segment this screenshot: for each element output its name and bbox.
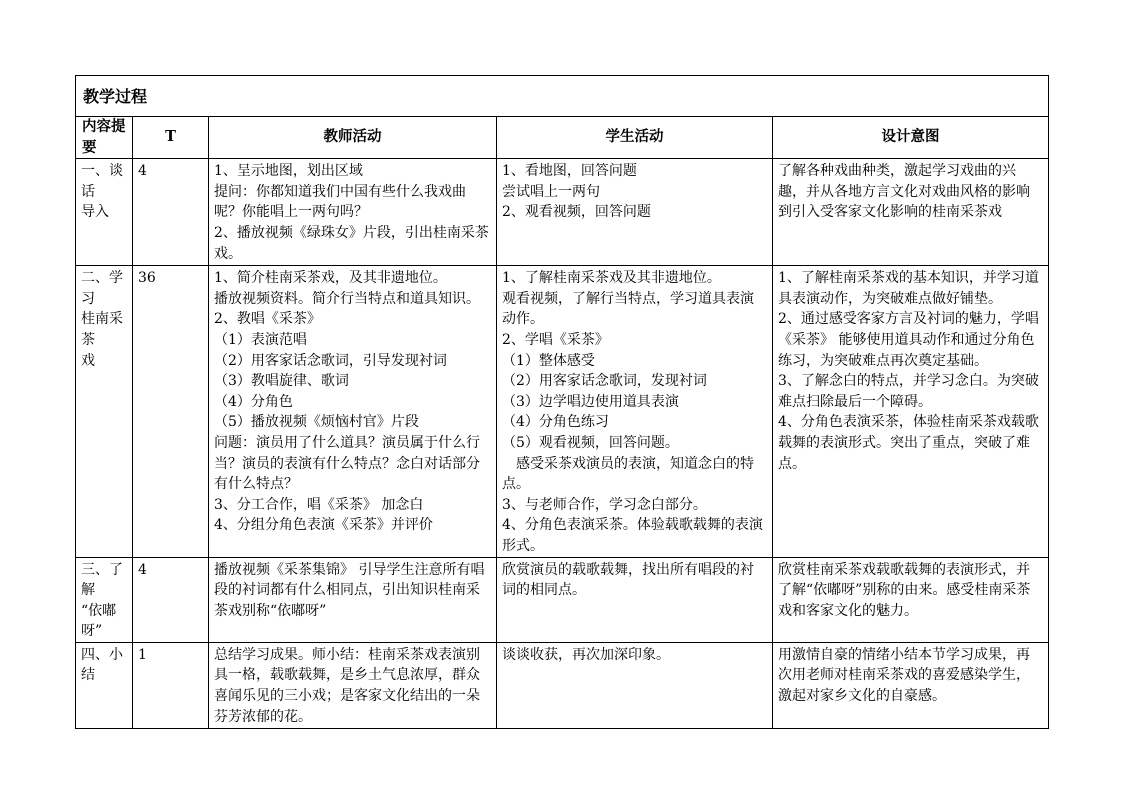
- table-header-row: [76, 117, 1049, 159]
- intent-line: 用激情自豪的情绪小结本节学习成果，再次用老师对桂南采茶戏的喜爱感染学生，激起对家乡文化的自豪感。: [778, 646, 1030, 705]
- cell-teacher-activity: [209, 266, 497, 557]
- cell-time: 1: [133, 642, 209, 728]
- content-line: 戏: [81, 352, 95, 369]
- content-line: 呀”: [81, 623, 103, 640]
- teacher-line: （1）表演范唱: [214, 331, 307, 348]
- content-line: “依嘟: [81, 602, 117, 619]
- cell-student-activity: [497, 557, 773, 642]
- teacher-line: 2、教唱《采茶》: [214, 311, 321, 328]
- intent-line: 了解各种戏曲种类，激起学习戏曲的兴趣，并从各地方言文化对戏曲风格的影响到引入受客家文化影响的桂南采茶戏: [778, 163, 1030, 221]
- student-line: 欣赏演员的载歌载舞，找出所有唱段的衬词的相同点。: [502, 561, 754, 599]
- header-student-activity: 学生活动: [497, 117, 773, 159]
- cell-teacher-activity: [209, 642, 497, 728]
- teacher-line: 提问：你都知道我们中国有些什么我戏曲呢？你能唱上一两句吗？: [214, 183, 466, 221]
- teacher-line: 总结学习成果。师小结：桂南采茶戏表演别具一格，载歌载舞，是乡土气息浓厚，群众喜闻乐见的三小戏；是客家文化结出的一朵芬芳浓郁的花。: [214, 646, 480, 725]
- teacher-line: （3）教唱旋律、歌词: [214, 373, 349, 390]
- student-line: 感受采茶戏演员的表演，知道念白的特点。: [502, 455, 754, 493]
- intent-line: 2、通过感受客家方言及衬词的魅力，学唱《采茶》 能够使用道具动作和通过分角色练习，为突破难点再次奠定基础。: [778, 311, 1039, 369]
- intent-line: 欣赏桂南采茶戏载歌载舞的表演形式，并了解“依嘟呀”别称的由来。感受桂南采茶戏和客家文化的魅力。: [778, 561, 1031, 619]
- student-line: 3、与老师合作，学习念白部分。: [502, 496, 707, 513]
- header-design-intent: 设计意图: [773, 117, 1049, 159]
- cell-student-activity: [497, 642, 773, 728]
- table-row: [76, 642, 1049, 728]
- content-line: 桂南采茶: [81, 311, 123, 348]
- teacher-line: （2）用客家话念歌词，引导发现衬词: [214, 352, 447, 369]
- intent-line: 4、分角色表演采茶，体验桂南采茶戏载歌载舞的表演形式。突出了重点，突破了难点。: [778, 414, 1039, 472]
- cell-content-summary: [76, 557, 133, 642]
- teacher-line: 播放视频《采茶集锦》 引导学生注意所有唱段的衬词都有什么相同点，引出知识桂南采茶戏别称“依嘟呀”: [214, 561, 485, 619]
- teacher-line: （4）分角色: [214, 393, 293, 410]
- content-line: 一、谈话: [81, 163, 123, 200]
- teacher-line: 播放视频资料。简介行当特点和道具知识。: [214, 290, 480, 307]
- content-line: 二、学习: [81, 270, 123, 307]
- cell-time: 4: [133, 557, 209, 642]
- student-line: 2、学唱《采茶》: [502, 331, 609, 348]
- cell-student-activity: [497, 159, 773, 266]
- cell-content-summary: [76, 266, 133, 557]
- teacher-line: 1、呈示地图，划出区域: [214, 163, 363, 180]
- content-line: 四、小结: [81, 646, 123, 684]
- header-content-summary: 内容提要: [76, 117, 133, 159]
- student-line: （3）边学唱边使用道具表演: [502, 393, 679, 410]
- cell-time: 4: [133, 159, 209, 266]
- teaching-process-table: [75, 75, 1049, 729]
- student-line: 1、了解桂南采茶戏及其非遗地位。: [502, 270, 721, 287]
- cell-design-intent: [773, 266, 1049, 557]
- student-line: 尝试唱上一两句: [502, 183, 600, 200]
- student-line: （1）整体感受: [502, 352, 595, 369]
- student-line: 1、看地图，回答问题: [502, 163, 637, 180]
- section-title: 教学过程: [76, 76, 1049, 117]
- student-line: （4）分角色练习: [502, 414, 609, 431]
- header-teacher-activity: 教师活动: [209, 117, 497, 159]
- header-time: T: [133, 117, 209, 159]
- cell-design-intent: [773, 159, 1049, 266]
- table-title-row: [76, 76, 1049, 117]
- content-line: 三、了解: [81, 561, 123, 599]
- intent-line: 1、了解桂南采茶戏的基本知识，并学习道具表演动作，为突破难点做好铺垫。: [778, 270, 1039, 307]
- cell-content-summary: [76, 159, 133, 266]
- student-line: 2、观看视频，回答问题: [502, 204, 651, 221]
- cell-student-activity: [497, 266, 773, 557]
- content-line: 导入: [81, 204, 109, 221]
- student-line: 4、分角色表演采茶。体验载歌载舞的表演形式。: [502, 517, 763, 554]
- teacher-line: 问题：演员用了什么道具？演员属于什么行当？演员的表演有什么特点？念白对话部分有什么特点？: [214, 434, 480, 493]
- cell-teacher-activity: [209, 159, 497, 266]
- teacher-line: 3、分工合作，唱《采茶》 加念白: [214, 496, 424, 513]
- cell-teacher-activity: [209, 557, 497, 642]
- cell-content-summary: [76, 642, 133, 728]
- teacher-line: 1、简介桂南采茶戏，及其非遗地位。: [214, 270, 447, 287]
- cell-time: 36: [133, 266, 209, 557]
- cell-design-intent: [773, 557, 1049, 642]
- table-row: [76, 159, 1049, 266]
- teacher-line: 4、分组分角色表演《采茶》并评价: [214, 517, 433, 534]
- intent-line: 3、了解念白的特点，并学习念白。为突破难点扫除最后一个障碍。: [778, 373, 1039, 410]
- student-line: 观看视频，了解行当特点，学习道具表演动作。: [502, 290, 754, 328]
- student-line: （2）用客家话念歌词，发现衬词: [502, 373, 707, 390]
- cell-design-intent: [773, 642, 1049, 728]
- table-row: [76, 266, 1049, 557]
- teacher-line: （5）播放视频《烦恼村官》片段: [214, 414, 419, 431]
- student-line: 谈谈收获，再次加深印象。: [502, 646, 670, 663]
- teacher-line: 2、播放视频《绿珠女》片段，引出桂南采茶戏。: [214, 224, 489, 262]
- table-row: [76, 557, 1049, 642]
- student-line: （5）观看视频，回答问题。: [502, 434, 679, 451]
